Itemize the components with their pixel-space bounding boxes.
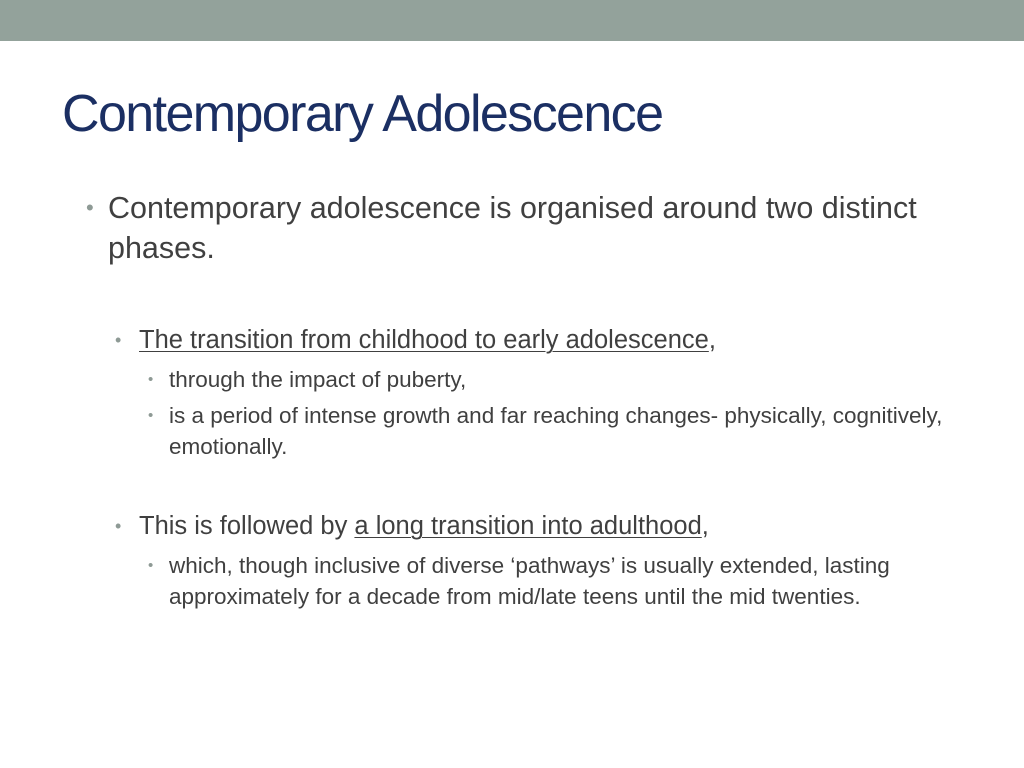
bullet-underlined-phrase: a long transition into adulthood [354, 512, 702, 540]
bullet-underlined-phrase: The transition from childhood to early adolescence [139, 326, 709, 354]
sub-bullet-puberty [148, 364, 959, 395]
sub-bullet-text: through the impact of puberty, [169, 367, 467, 392]
bullet-dot: • [115, 516, 122, 536]
top-accent-bar [0, 0, 1024, 41]
slide-title: Contemporary Adolescence [62, 85, 663, 143]
bullet-prefix: This is followed by [139, 512, 355, 540]
bullet-dot: • [148, 407, 154, 424]
bullet-dot: • [86, 195, 94, 220]
bullet-dot: • [148, 371, 154, 388]
bullet-text: Contemporary adolescence is organised around two distinct phases. [108, 191, 917, 265]
sub-bullet-text: which, though inclusive of diverse ‘pathways’ is usually extended, lasting approximately for a decade from mid/late teens until the mid twenties. [169, 553, 890, 609]
sub-bullet-growth [148, 400, 959, 462]
bullet-dot: • [115, 330, 122, 350]
bullet-phase-two [115, 510, 959, 542]
bullet-main [86, 188, 928, 268]
bullet-dot: • [148, 557, 154, 574]
sub-bullet-text: is a period of intense growth and far reaching changes- physically, cognitively, emotionally. [169, 403, 943, 459]
bullet-suffix: , [701, 512, 709, 540]
bullet-phase-one [115, 324, 959, 356]
sub-bullet-pathways [148, 550, 959, 612]
bullet-suffix: , [708, 326, 716, 354]
